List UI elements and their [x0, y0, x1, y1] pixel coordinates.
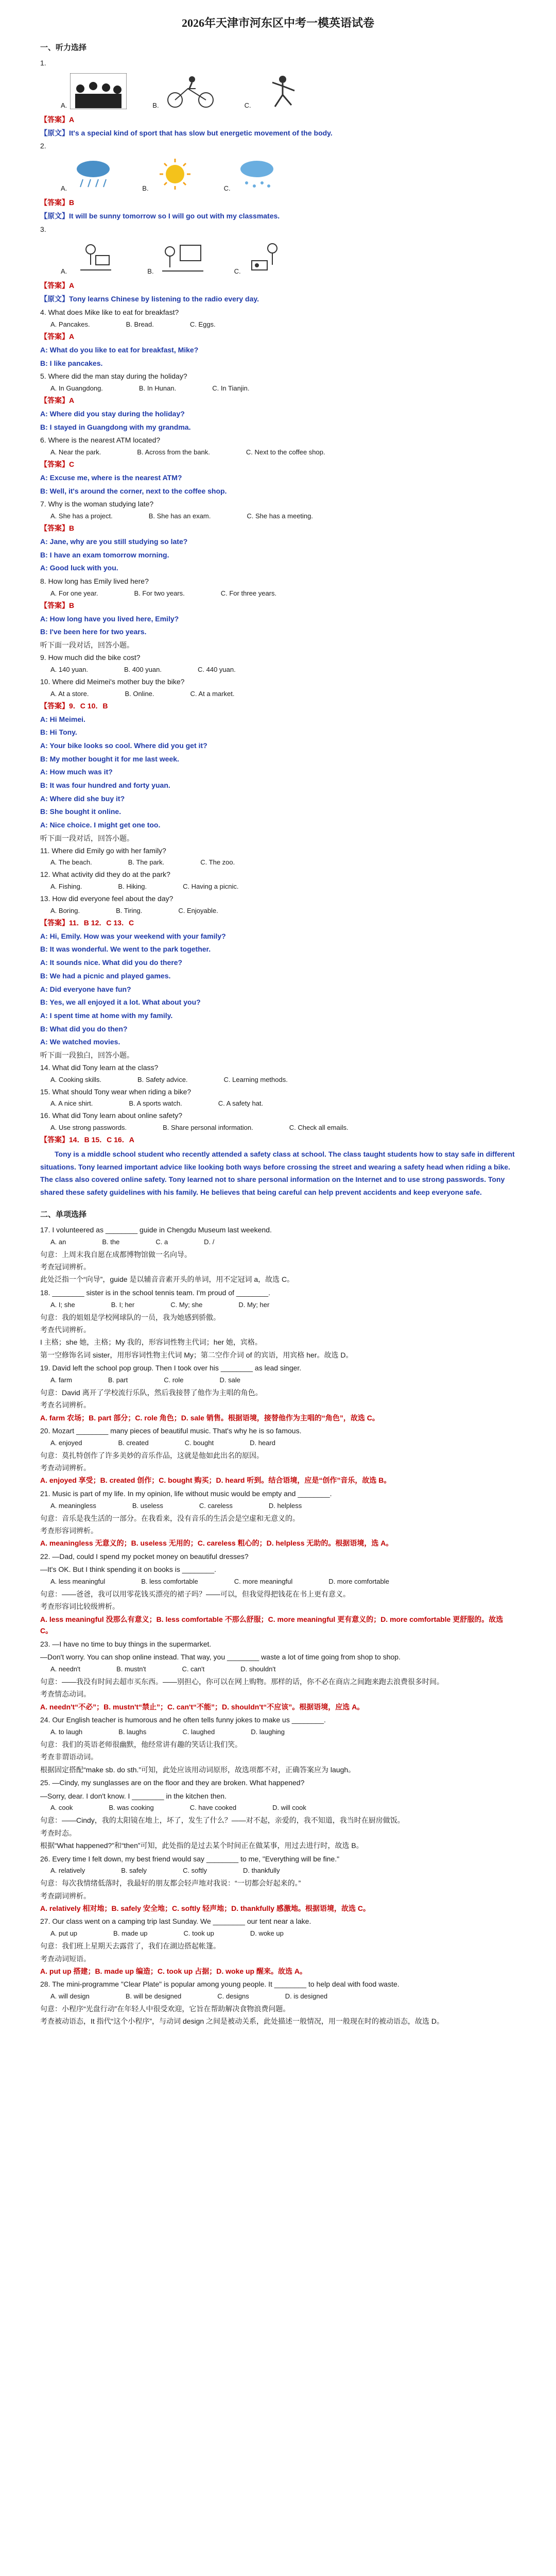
transcript-line: B: Well, it's around the corner, next to the coffee shop.: [40, 486, 227, 495]
question-stem: 9. How much did the bike cost?: [40, 653, 141, 662]
question-stem: 18. ________ sister is in the school tennis team. I'm proud of ________.: [40, 1288, 271, 1297]
analysis-line: 考查动词短语。: [40, 1954, 91, 1963]
analysis-line: 考查动词辨析。: [40, 1464, 91, 1472]
option-label: B.: [147, 267, 154, 276]
transcript-line: A: Hi, Emily. How was your weekend with your family?: [40, 931, 226, 940]
question-22: [40, 1551, 516, 1637]
option: A. In Guangdong.: [50, 384, 103, 392]
option: A. enjoyed: [50, 1438, 82, 1447]
transcript-line: B: She bought it online.: [40, 807, 121, 816]
answer: 【答案】11．B 12．C 13．C: [40, 918, 134, 927]
question-stem: 16. What did Tony learn about online safety?: [40, 1111, 183, 1120]
option: A. needn't: [50, 1665, 81, 1673]
option: C. more meaningful: [234, 1578, 293, 1586]
option: C. bought: [184, 1438, 214, 1447]
analysis-line: 考查形容词比较级辨析。: [40, 1602, 119, 1611]
analysis-line: 句意：莫扎特创作了许多美妙的音乐作品，这就是他如此出名的原因。: [40, 1451, 264, 1460]
option: C. In Tianjin.: [212, 384, 250, 392]
option: C. Learning methods.: [223, 1075, 288, 1083]
option: B. In Hunan.: [138, 384, 177, 392]
analysis-line: 句意：上周末我自愿在成都博物馆做一名向导。: [40, 1250, 192, 1259]
analysis-line: 考查代词辨析。: [40, 1325, 91, 1334]
question-stem: 17. I volunteered as ________ guide in Chengdu Museum last weekend.: [40, 1226, 272, 1234]
section-heading-listening: 一、听力选择: [40, 43, 87, 52]
question-21: [40, 1488, 516, 1549]
option: B. Online.: [125, 689, 154, 698]
listening-passage: Tony is a middle school student who recently attended a safety class at school. The class taught students how to stay safe in different situations. Tony learned important advice like looking both ways before crossing the street and wearing a safety head when riding a bike. The class also covered online safety. Tony learned not to share personal information on the Internet and to use strong passwords. Tony shared these safety guidelines with his family. He believes that being careful can help prevent accidents and keep everyone safe.: [40, 1150, 515, 1196]
option: D. My; her: [238, 1300, 270, 1309]
option: B. was cooking: [109, 1804, 154, 1812]
analysis-line: 句意：小程序“光盘行动”在年轻人中很受欢迎，它旨在帮助解决食物浪费问题。: [40, 2004, 290, 2013]
question-18: [40, 1287, 516, 1361]
crowd-cheering-icon: [70, 73, 127, 109]
instruction: 听下面一段对话，回答小题。: [40, 641, 134, 650]
transcript-line: A: Your bike looks so cool. Where did you get it?: [40, 741, 207, 750]
person-reading-icon: [70, 239, 121, 275]
option: D. shouldn't: [240, 1665, 276, 1673]
option: B. For two years.: [134, 589, 185, 597]
option: C. A safety hat.: [218, 1099, 264, 1108]
transcript-line: B: I like pancakes.: [40, 359, 103, 367]
option: C. Eggs.: [189, 320, 216, 328]
question-number: 2.: [40, 142, 46, 150]
question-4: [40, 307, 516, 369]
question-number: 1.: [40, 59, 46, 67]
option: D. is designed: [285, 1992, 328, 2000]
analysis-line: 第一空修饰名词 sister，用形容词性物主代词 My；第二空作介词 of 的宾语，用宾格 her。故选 D。: [40, 1350, 353, 1359]
option: C. have cooked: [189, 1804, 237, 1812]
option: C. She has a meeting.: [247, 512, 314, 520]
analysis-line: 考查时态。: [40, 1828, 76, 1837]
option: B. Tiring.: [116, 906, 143, 914]
option-label: A.: [61, 101, 67, 109]
question-stem: 19. David left the school pop group. Then I took over his ________ as lead singer.: [40, 1364, 302, 1372]
answer: 【答案】A: [40, 396, 75, 404]
question-stem: 5. Where did the man stay during the holiday?: [40, 372, 187, 381]
option: C. laughed: [182, 1727, 215, 1736]
option: A. A nice shirt.: [50, 1099, 93, 1108]
question-20: [40, 1426, 516, 1486]
analysis-line: 根据“What happened?”和“then”可知，此处指的是过去某个时间正在做某事，用过去进行时，故选 B。: [40, 1841, 363, 1850]
option: C. careless: [199, 1501, 233, 1510]
option: B. will be designed: [125, 1992, 182, 2000]
question-6: [40, 435, 516, 497]
analysis-line: 考查名词辨析。: [40, 1401, 91, 1410]
question-27: [40, 1916, 516, 1977]
analysis-line: 句意：我们班上星期天去露营了，我们在湖边搭起帐篷。: [40, 1942, 220, 1951]
transcript-line: B: What did you do then?: [40, 1024, 128, 1033]
transcript-line: A: How much was it?: [40, 768, 113, 776]
option: C. took up: [183, 1929, 214, 1938]
analysis-line: A. needn't“不必”；B. mustn't“禁止”；C. can't“不能”；D. shouldn't“不应该”。根据语境，应选 A。: [40, 1702, 364, 1711]
option: C. a: [155, 1238, 168, 1246]
picture-options: [61, 156, 516, 192]
question-7: [40, 499, 516, 574]
analysis-line: 句意：我的姐姐是学校网球队的一员，我为她感到骄傲。: [40, 1313, 220, 1321]
person-listening-radio-icon: [244, 239, 296, 275]
option: A. Boring.: [50, 906, 80, 914]
transcript-line: A: It sounds nice. What did you do there?: [40, 958, 183, 967]
answer: 【答案】C: [40, 460, 75, 468]
question-24: [40, 1715, 516, 1775]
question-stem: 13. How did everyone feel about the day?: [40, 894, 173, 903]
option: B. Hiking.: [118, 883, 147, 891]
option: B. She has an exam.: [148, 512, 211, 520]
question-stem-reply: —Don't worry. You can shop online instead. That way, you ________ waste a lot of time going from shop to shop.: [40, 1653, 401, 1662]
option: A. I; she: [50, 1300, 75, 1309]
question-stem: 22. —Dad, could I spend my pocket money on beautiful dresses?: [40, 1552, 249, 1561]
option: A. 140 yuan.: [50, 665, 88, 673]
transcript-line: A: Hi Meimei.: [40, 715, 85, 723]
transcript-line: A: I spent time at home with my family.: [40, 1011, 173, 1020]
transcript: 【原文】Tony learns Chinese by listening to the radio every day.: [40, 295, 259, 303]
option: C. Having a picnic.: [183, 883, 239, 891]
option: D. thankfully: [243, 1867, 280, 1875]
option: D. woke up: [250, 1929, 284, 1938]
option-label: B.: [152, 101, 159, 109]
transcript-line: A: How long have you lived here, Emily?: [40, 614, 179, 623]
analysis-line: 考查非谓语动词。: [40, 1753, 98, 1761]
transcript-line: B: We had a picnic and played games.: [40, 971, 171, 980]
analysis-line: 句意：音乐是我生活的一部分。在我看来，没有音乐的生活会是空虚和无意义的。: [40, 1514, 300, 1522]
analysis-line: 考查冠词辨析。: [40, 1263, 91, 1272]
option: A. to laugh: [50, 1727, 83, 1736]
analysis-line: 句意：David 离开了学校流行乐队，然后我接替了他作为主唱的角色。: [40, 1388, 263, 1397]
option: B. laughs: [118, 1727, 147, 1736]
question-stem: 24. Our English teacher is humorous and he often tells funny jokes to make us ________.: [40, 1716, 326, 1724]
option: B. I; her: [111, 1300, 135, 1309]
option: B. made up: [113, 1929, 148, 1938]
analysis-line: 考查情态动词。: [40, 1690, 91, 1699]
question-stem: 14. What did Tony learn at the class?: [40, 1063, 159, 1072]
analysis-line: A. less meaningful 没那么有意义；B. less comfortable 不那么舒服；C. more meaningful 更有意义的；D. more comfortable 更舒服的。故选 C。: [40, 1615, 503, 1635]
option: C. At a market.: [190, 689, 235, 698]
option: A. cook: [50, 1804, 73, 1812]
transcript-line: B: It was four hundred and forty yuan.: [40, 781, 170, 789]
option: A. Fishing.: [50, 883, 82, 891]
question-stem: 4. What does Mike like to eat for breakfast?: [40, 308, 179, 317]
answer: 【答案】9．C 10．B: [40, 701, 108, 710]
option: B. Across from the bank.: [137, 448, 210, 456]
option-label: C.: [244, 101, 251, 109]
answer: 【答案】A: [40, 332, 75, 341]
answer: 【答案】B: [40, 601, 75, 609]
analysis-line: 句意：我们的英语老师很幽默，他经常讲有趣的笑话让我们笑。: [40, 1740, 242, 1749]
instruction: 听下面一段对话，回答小题。: [40, 834, 134, 842]
option: C. softly: [183, 1867, 207, 1875]
answer: 【答案】A: [40, 281, 75, 290]
option: A. Use strong passwords.: [50, 1124, 127, 1131]
transcript: 【原文】It's a special kind of sport that has slow but energetic movement of the body.: [40, 128, 333, 137]
question-5: [40, 371, 516, 433]
picture-options: [61, 239, 516, 275]
option: B. created: [118, 1438, 149, 1447]
option: A. an: [50, 1238, 66, 1246]
analysis-line: A. put up 搭建；B. made up 编造；C. took up 占据；D. woke up 醒来。故选 A。: [40, 1967, 307, 1975]
transcript-line: A: Where did you stay during the holiday?: [40, 409, 185, 418]
option-label: A.: [61, 184, 67, 193]
option: B. the: [102, 1238, 120, 1246]
rain-cloud-icon: [70, 156, 116, 192]
question-stem: 27. Our class went on a camping trip last Sunday. We ________ our tent near a lake.: [40, 1917, 311, 1926]
option-label: C.: [234, 267, 241, 276]
question-stem: 23. —I have no time to buy things in the supermarket.: [40, 1639, 212, 1648]
answer: 【答案】14．B 15．C 16．A: [40, 1136, 134, 1144]
transcript-line: B: I have an exam tomorrow morning.: [40, 550, 169, 559]
option: D. laughing: [251, 1727, 285, 1736]
sun-icon: [152, 156, 198, 192]
option: C. My; she: [170, 1300, 203, 1309]
option: C. The zoo.: [200, 858, 235, 867]
question-stem: 10. Where did Meimei's mother buy the bike?: [40, 677, 185, 686]
option: C. 440 yuan.: [198, 665, 236, 673]
option: A. Cooking skills.: [50, 1075, 101, 1083]
question-17: [40, 1225, 516, 1285]
person-at-computer-icon: [157, 239, 208, 275]
option: B. part: [108, 1376, 128, 1384]
option: A. The beach.: [50, 858, 92, 867]
answer: 【答案】B: [40, 198, 75, 207]
cyclist-icon: [162, 73, 219, 109]
option: B. A sports watch.: [129, 1099, 182, 1108]
option: B. Safety advice.: [137, 1075, 188, 1083]
option: D. sale: [219, 1376, 240, 1384]
option: D. /: [204, 1238, 215, 1246]
analysis-line: 句意：——爸爸，我可以用零花钱买漂亮的裙子吗？——可以，但我觉得把钱花在书上更有意义。: [40, 1590, 350, 1599]
option: A. Pancakes.: [50, 320, 90, 328]
option: B. mustn't: [116, 1665, 146, 1673]
question-stem-reply: —It's OK. But I think spending it on books is ________.: [40, 1565, 216, 1574]
option: C. designs: [217, 1992, 249, 2000]
analysis-line: 考查被动语态，It 指代“这个小程序”，与动词 design 之间是被动关系，此处描述一般情况，用一般现在时的被动语态，故选 D。: [40, 2017, 444, 2026]
transcript: 【原文】It will be sunny tomorrow so I will go out with my classmates.: [40, 212, 280, 221]
analysis-line: 根据固定搭配“make sb. do sth.”可知，此处应该用动词原形，故选项都不对，正确答案应为 laugh。: [40, 1765, 356, 1774]
question-stem: 8. How long has Emily lived here?: [40, 577, 149, 586]
question-stem: 15. What should Tony wear when riding a bike?: [40, 1087, 192, 1096]
transcript-line: A: We watched movies.: [40, 1038, 120, 1046]
analysis-line: 句意：——Cindy，我的太阳镜在地上，坏了，发生了什么？——对不起，亲爱的，我不知道，我当时在厨房做饭。: [40, 1816, 405, 1825]
page-title: 2026年天津市河东区中考一模英语试卷: [181, 16, 374, 29]
answer: 【答案】B: [40, 524, 75, 532]
question-stem: 25. —Cindy, my sunglasses are on the floor and they are broken. What happened?: [40, 1778, 305, 1787]
option: B. safely: [121, 1867, 147, 1875]
question-stem: 6. Where is the nearest ATM located?: [40, 436, 161, 445]
question-28: [40, 1979, 516, 2027]
transcript-line: B: Yes, we all enjoyed it a lot. What about you?: [40, 998, 201, 1007]
question-number: 3.: [40, 225, 46, 233]
option: D. heard: [250, 1438, 275, 1447]
transcript-line: B: Hi Tony.: [40, 728, 77, 737]
transcript-line: A: Jane, why are you still studying so late?: [40, 537, 188, 546]
transcript-line: B: It was wonderful. We went to the park together.: [40, 945, 211, 954]
question-26: [40, 1854, 516, 1914]
transcript-line: A: Excuse me, where is the nearest ATM?: [40, 473, 182, 482]
question-stem: 7. Why is the woman studying late?: [40, 500, 154, 509]
option: A. will design: [50, 1992, 90, 2000]
option: A. less meaningful: [50, 1578, 106, 1586]
section-heading-single-choice: 二、单项选择: [40, 1210, 87, 1219]
answer: 【答案】A: [40, 115, 75, 124]
transcript-line: A: Where did she buy it?: [40, 794, 125, 803]
analysis-line: 考查形容词辨析。: [40, 1526, 98, 1535]
option: A. relatively: [50, 1867, 85, 1875]
question-19: [40, 1363, 516, 1423]
analysis-line: A. farm 农场；B. part 部分；C. role 角色；D. sale 销售。根据语境，接替他作为主唱的“角色”，故选 C。: [40, 1413, 379, 1422]
option: C. can't: [182, 1665, 205, 1673]
analysis-line: 考查副词辨析。: [40, 1891, 91, 1900]
option: C. Enjoyable.: [178, 906, 218, 914]
option: B. useless: [132, 1501, 163, 1510]
analysis-line: 句意：——我没有时间去超市买东西。——别担心，你可以在网上购物。那样的话，你不必在商店之间跑来跑去浪费很多时间。: [40, 1677, 444, 1686]
option: C. Check all emails.: [289, 1124, 349, 1131]
transcript-line: A: Good luck with you.: [40, 564, 118, 572]
option: C. For three years.: [220, 589, 277, 597]
question-stem: 26. Every time I felt down, my best friend would say ________ to me, "Everything will be fine.": [40, 1854, 340, 1863]
analysis-line: A. meaningless 无意义的；B. useless 无用的；C. careless 粗心的；D. helpless 无助的。根据语境，选 A。: [40, 1539, 393, 1548]
question-23: [40, 1639, 516, 1713]
question-stem: 12. What activity did they do at the park?: [40, 870, 170, 879]
analysis-line: I 主格；she 她，主格；My 我的，形容词性物主代词；her 她，宾格。: [40, 1338, 262, 1347]
analysis-line: 此处泛指一个“向导”，guide 是以辅音音素开头的单词，用不定冠词 a，故选 C。: [40, 1275, 294, 1284]
option: B. 400 yuan.: [124, 665, 162, 673]
question-stem-reply: —Sorry, dear. I don't know. I ________ in the kitchen then.: [40, 1791, 227, 1800]
transcript-line: A: Did everyone have fun?: [40, 985, 131, 993]
analysis-line: A. enjoyed 享受；B. created 创作；C. bought 购买；D. heard 听到。结合语境，应是“创作”音乐，故选 B。: [40, 1476, 391, 1485]
transcript-line: A: Nice choice. I might get one too.: [40, 821, 161, 829]
option: A. put up: [50, 1929, 78, 1938]
option: A. At a store.: [50, 689, 89, 698]
question-stem: 11. Where did Emily go with her family?: [40, 846, 166, 855]
snow-cloud-icon: [234, 156, 280, 192]
question-8: [40, 576, 516, 638]
instruction: 听下面一段独白，回答小题。: [40, 1050, 134, 1059]
option: B. less comfortable: [141, 1578, 198, 1586]
picture-options: [61, 73, 516, 109]
option: B. Bread.: [126, 320, 154, 328]
option-label: B.: [142, 184, 149, 193]
option: B. The park.: [128, 858, 165, 867]
option: D. will cook: [272, 1804, 306, 1812]
question-stem: 20. Mozart ________ many pieces of beautiful music. That's why he is so famous.: [40, 1426, 302, 1435]
option: A. Near the park.: [50, 448, 101, 456]
question-25: [40, 1777, 516, 1852]
question-stem: 21. Music is part of my life. In my opinion, life without music would be empty and ________.: [40, 1489, 332, 1498]
option: C. Next to the coffee shop.: [246, 448, 325, 456]
option: A. She has a project.: [50, 512, 113, 520]
analysis-line: 句意：每次我情绪低落时，我最好的朋友都会轻声地对我说：“一切都会好起来的。”: [40, 1879, 301, 1888]
transcript-line: B: I stayed in Guangdong with my grandma.: [40, 422, 191, 431]
option-label: A.: [61, 267, 67, 276]
option: D. more comfortable: [328, 1578, 389, 1586]
analysis-line: A. relatively 相对地；B. safely 安全地；C. softly 轻声地；D. thankfully 感激地。根据语境，故选 C。: [40, 1904, 370, 1913]
transcript-line: A: What do you like to eat for breakfast, Mike?: [40, 345, 199, 354]
question-stem: 28. The mini-programme "Clear Plate" is popular among young people. It ________ to help deal with food waste.: [40, 1980, 399, 1989]
option: A. meaningless: [50, 1501, 96, 1510]
option: A. For one year.: [50, 589, 98, 597]
option: A. farm: [50, 1376, 72, 1384]
option: C. role: [164, 1376, 184, 1384]
option-label: C.: [223, 184, 231, 193]
option: D. helpless: [268, 1501, 302, 1510]
transcript-line: B: My mother bought it for me last week.: [40, 754, 179, 763]
option: B. Share personal information.: [163, 1124, 253, 1131]
person-dancing-icon: [254, 73, 311, 109]
transcript-line: B: I've been here for two years.: [40, 628, 147, 636]
